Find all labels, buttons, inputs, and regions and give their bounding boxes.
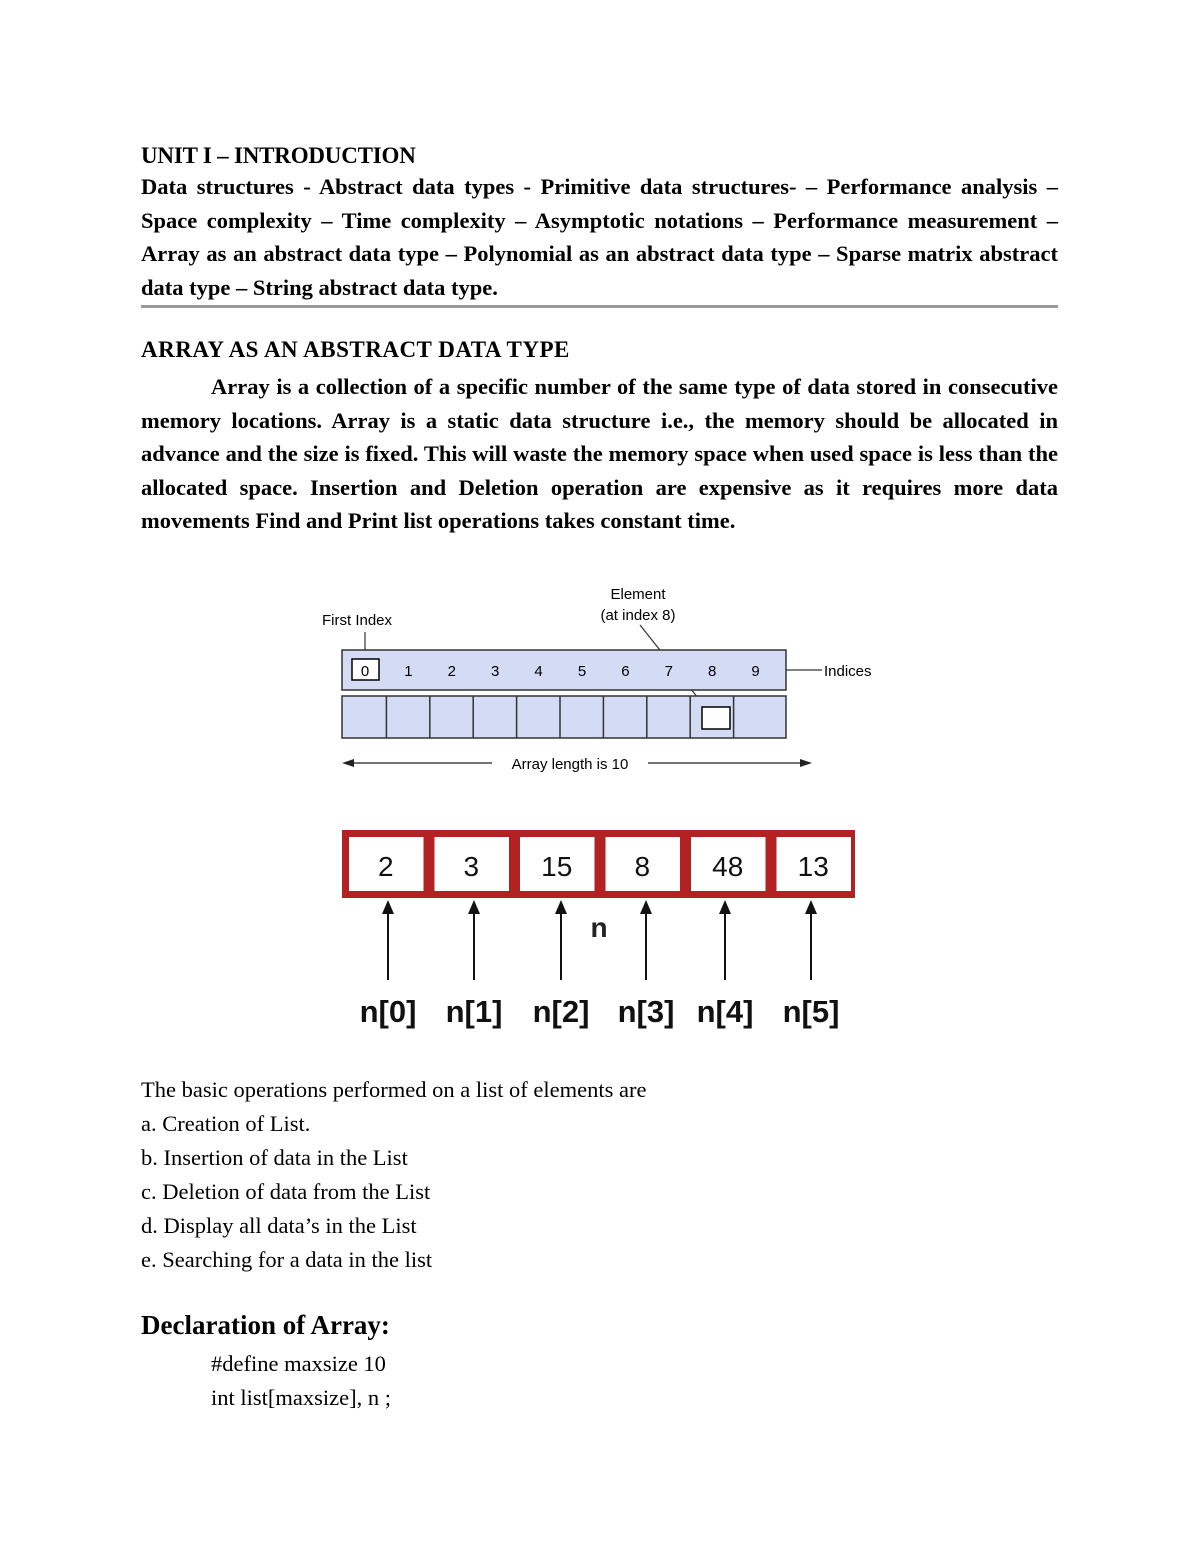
value-text: 15 — [541, 851, 573, 882]
declaration-title: Declaration of Array: — [141, 1310, 390, 1340]
index-number: 5 — [577, 663, 587, 680]
index-number: 4 — [534, 663, 543, 680]
section-title: ARRAY AS AN ABSTRACT DATA TYPE — [141, 337, 570, 362]
value-text: 2 — [377, 851, 394, 882]
index-label: n[0] — [359, 994, 417, 1029]
index-number: 9 — [751, 663, 760, 680]
element-label-line2: (at index 8) — [600, 607, 676, 624]
value-cells — [342, 830, 855, 898]
operations-list — [141, 1073, 646, 1277]
value-text: 3 — [463, 851, 480, 882]
index-arrowhead — [555, 900, 567, 914]
operation-item: c. Deletion of data from the List — [141, 1179, 431, 1204]
index-label: n[5] — [782, 994, 840, 1029]
index-arrowhead — [468, 900, 480, 914]
length-arrowhead-left — [342, 759, 354, 767]
operations-intro: The basic operations performed on a list of elements are — [141, 1077, 647, 1102]
index-label: n[3] — [617, 994, 675, 1029]
unit-title: UNIT I – INTRODUCTION — [141, 143, 416, 168]
index-number: 8 — [708, 663, 717, 680]
declaration-code — [211, 1347, 391, 1415]
operation-item: b. Insertion of data in the List — [141, 1145, 408, 1170]
index-label: n[2] — [532, 994, 590, 1029]
index-arrowhead — [805, 900, 817, 914]
value-text: 8 — [634, 851, 651, 882]
index-number: 1 — [404, 663, 413, 680]
syllabus-text: Data structures - Abstract data types - Primitive data structures- – Performance analysis – Space complexity – Time complexity – Asymptotic notations – Performance measurement – Array as an abstract data type – Polynomial as an abstract data type – Sparse matrix abstract data type – String abstract data type. — [141, 174, 1058, 300]
first-index-label: First Index — [322, 612, 393, 629]
code-line: int list[maxsize], n ; — [211, 1385, 391, 1410]
indices-label: Indices — [824, 663, 872, 680]
array-description: Array is a collection of a specific number of the same type of data stored in consecutive memory locations. Array is a static data structure i.e., the memory should be allocated in advance and the size is fixed. This will waste the memory space when used space is less than the allocated space. Insertion and Deletion operation are expensive as it requires more data movements Find and Print list operations takes constant time. — [141, 374, 1058, 534]
array-values-diagram — [0, 800, 1200, 1060]
code-line: #define maxsize 10 — [211, 1351, 386, 1376]
index-number: 2 — [447, 663, 456, 680]
operation-item: e. Searching for a data in the list — [141, 1247, 433, 1272]
length-arrowhead-right — [800, 759, 812, 767]
index-arrowhead — [382, 900, 394, 914]
index-label: n[4] — [696, 994, 754, 1029]
index-number: 0 — [360, 663, 370, 680]
operation-item: a. Creation of List. — [141, 1111, 311, 1136]
index-label: n[1] — [445, 994, 503, 1029]
element-highlight-box — [702, 707, 730, 729]
value-text: 48 — [712, 851, 744, 882]
index-arrowhead — [640, 900, 652, 914]
array-name-label: n — [590, 912, 608, 943]
element-label-line1: Element — [610, 586, 666, 603]
value-text: 13 — [797, 851, 829, 882]
index-number: 6 — [621, 663, 630, 680]
index-number: 3 — [491, 663, 500, 680]
index-number: 7 — [664, 663, 673, 680]
index-arrowhead — [719, 900, 731, 914]
array-length-label: Array length is 10 — [511, 756, 629, 773]
operation-item: d. Display all data’s in the List — [141, 1213, 417, 1238]
